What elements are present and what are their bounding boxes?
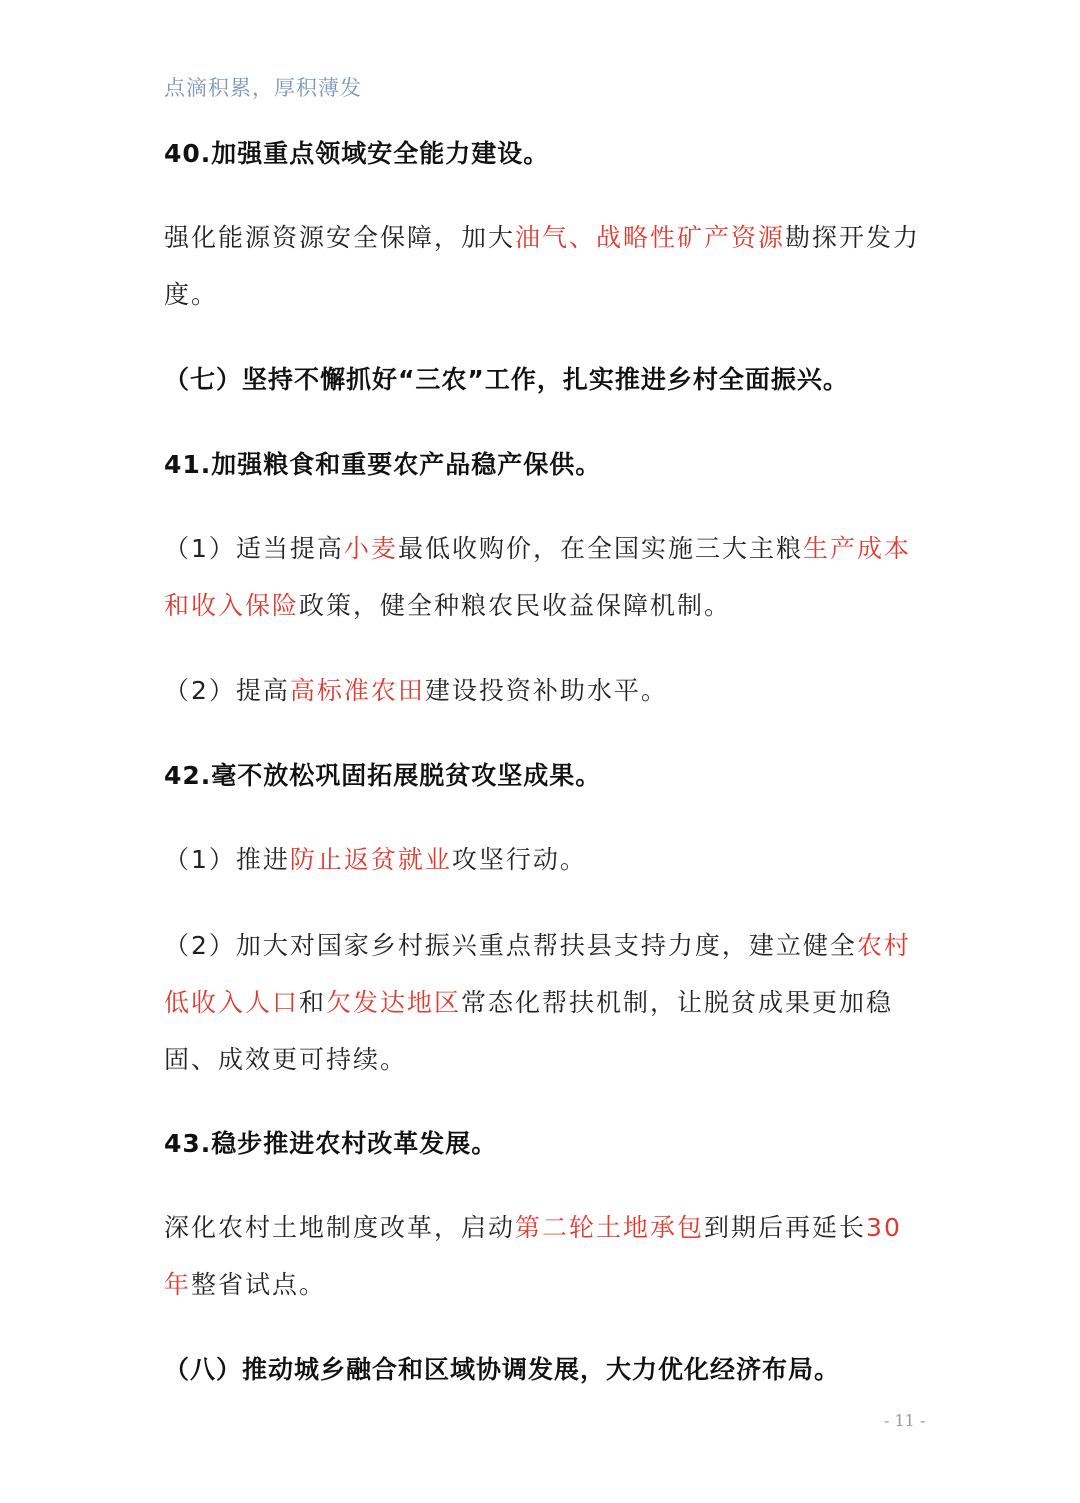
section-heading-8: （八）推动城乡融合和区域协调发展，大力优化经济布局。 <box>164 1355 841 1384</box>
text: 到期后再延长 <box>704 1213 867 1242</box>
paragraph-42-1 <box>164 831 924 888</box>
text: （2）提高 <box>164 676 290 705</box>
text: 整省试点。 <box>191 1270 327 1299</box>
text: 攻坚行动。 <box>451 845 587 874</box>
paragraph-43 <box>164 1199 924 1313</box>
highlight: 生产成本和收入保险 <box>164 534 911 620</box>
highlight: 油气、战略性矿产资源 <box>515 223 786 252</box>
highlight: 小麦 <box>343 534 398 563</box>
text: 强化能源资源安全保障，加大 <box>164 223 516 252</box>
text: 深化农村土地制度改革，启动 <box>164 1213 516 1242</box>
highlight: 欠发达地区 <box>326 988 462 1017</box>
text: （1）适当提高 <box>164 534 344 563</box>
text: （1）推进 <box>164 845 290 874</box>
highlight: 防止返贫就业 <box>289 845 452 874</box>
text: 政策，健全种粮农民收益保障机制。 <box>299 591 732 620</box>
paragraph-41-2 <box>164 662 924 719</box>
highlight: 农村低收入人口 <box>164 931 911 1017</box>
text: 勘探开发力度。 <box>164 223 921 309</box>
section-heading-7: （七）坚持不懈抓好“三农”工作，扎实推进乡村全面振兴。 <box>164 365 849 394</box>
text: 常态化帮扶机制，让脱贫成果更加稳固、成效更可持续。 <box>164 988 894 1074</box>
text: （2）加大对国家乡村振兴重点帮扶县支持力度，建立健全 <box>164 931 857 960</box>
paragraph-42-2 <box>164 917 924 1088</box>
highlight: 30年 <box>164 1213 902 1299</box>
heading-40: 40.加强重点领域安全能力建设。 <box>164 139 550 168</box>
paragraph-40 <box>164 209 924 323</box>
heading-41: 41.加强粮食和重要农产品稳产保供。 <box>164 450 602 479</box>
text: 和 <box>299 988 327 1017</box>
page-number: - 11 - <box>884 1411 926 1430</box>
highlight: 第二轮土地承包 <box>515 1213 705 1242</box>
page-header: 点滴积累，厚积薄发 <box>164 76 362 100</box>
heading-42: 42.毫不放松巩固拓展脱贫攻坚成果。 <box>164 761 602 790</box>
heading-43: 43.稳步推进农村改革发展。 <box>164 1129 498 1158</box>
text: 建设投资补助水平。 <box>424 676 668 705</box>
text: 最低收购价，在全国实施三大主粮 <box>397 534 803 563</box>
highlight: 高标准农田 <box>289 676 425 705</box>
paragraph-41-1 <box>164 520 924 634</box>
